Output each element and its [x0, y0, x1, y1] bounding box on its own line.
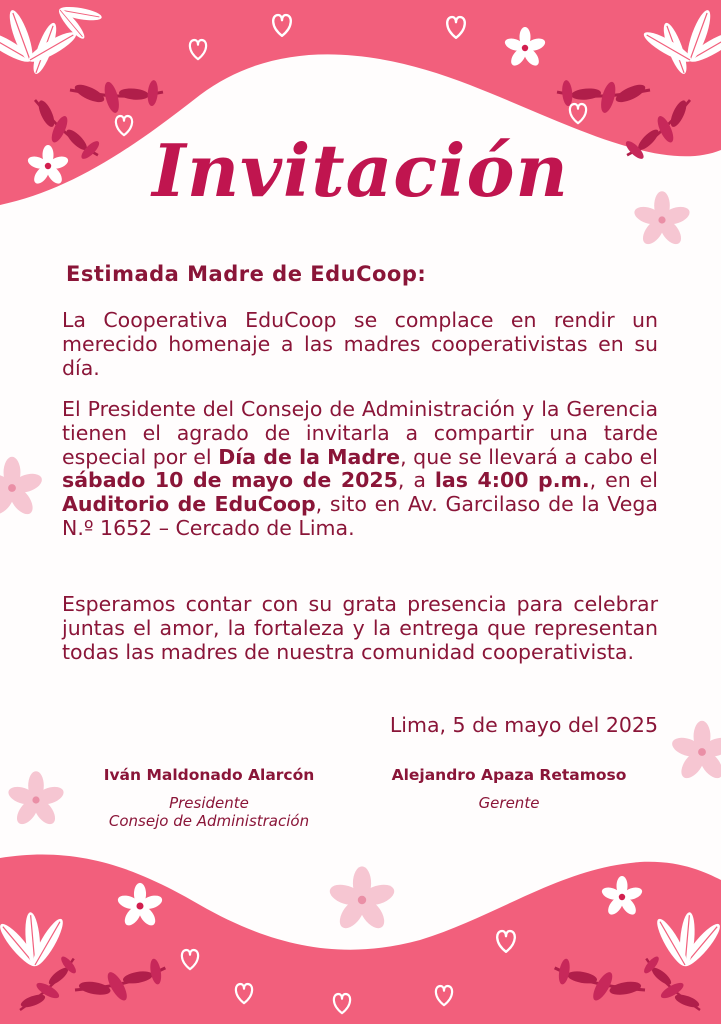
- signatory-role: Gerente: [478, 794, 540, 812]
- event-venue: Auditorio de EduCoop: [62, 492, 316, 517]
- invitation-title: Invitación: [152, 128, 569, 213]
- signatory-name: Alejandro Apaza Retamoso: [391, 766, 627, 784]
- greeting: Estimada Madre de EduCoop:: [66, 262, 427, 286]
- signatory-role-detail: Consejo de Administración: [108, 812, 310, 830]
- signature-president: [84, 766, 334, 830]
- issue-date: Lima, 5 de mayo del 2025: [389, 713, 658, 737]
- event-date: sábado 10 de mayo de 2025: [62, 468, 398, 493]
- event-text-3: , a: [397, 468, 435, 493]
- paragraph-event-details: [62, 398, 658, 541]
- event-time: las 4:00 p.m.: [434, 468, 590, 493]
- paragraph-closing: Esperamos contar con su grata presencia para celebrar juntas el amor, la fortaleza y la entrega que representan todas las madres de nuestra comunidad cooperativista.: [62, 592, 658, 664]
- signature-manager: [378, 766, 640, 812]
- event-name: Día de la Madre: [218, 444, 401, 469]
- event-text-4: , en el: [589, 468, 658, 493]
- paragraph-homage: La Cooperativa EduCoop se complace en rendir un merecido homenaje a las madres cooperativistas en su día.: [62, 308, 658, 380]
- event-text-5: , sito en Av. Garcilaso de la Vega N.º 1652 – Cercado de Lima.: [62, 492, 658, 540]
- signatory-role: Presidente: [169, 794, 249, 812]
- event-text-1: El Presidente del Consejo de Administración y la Gerencia tienen el agrado de invitarla a compartir una tarde especial por el: [62, 397, 658, 469]
- event-text-2: , que se llevará a cabo el: [400, 444, 658, 469]
- signatory-name: Iván Maldonado Alarcón: [103, 766, 315, 784]
